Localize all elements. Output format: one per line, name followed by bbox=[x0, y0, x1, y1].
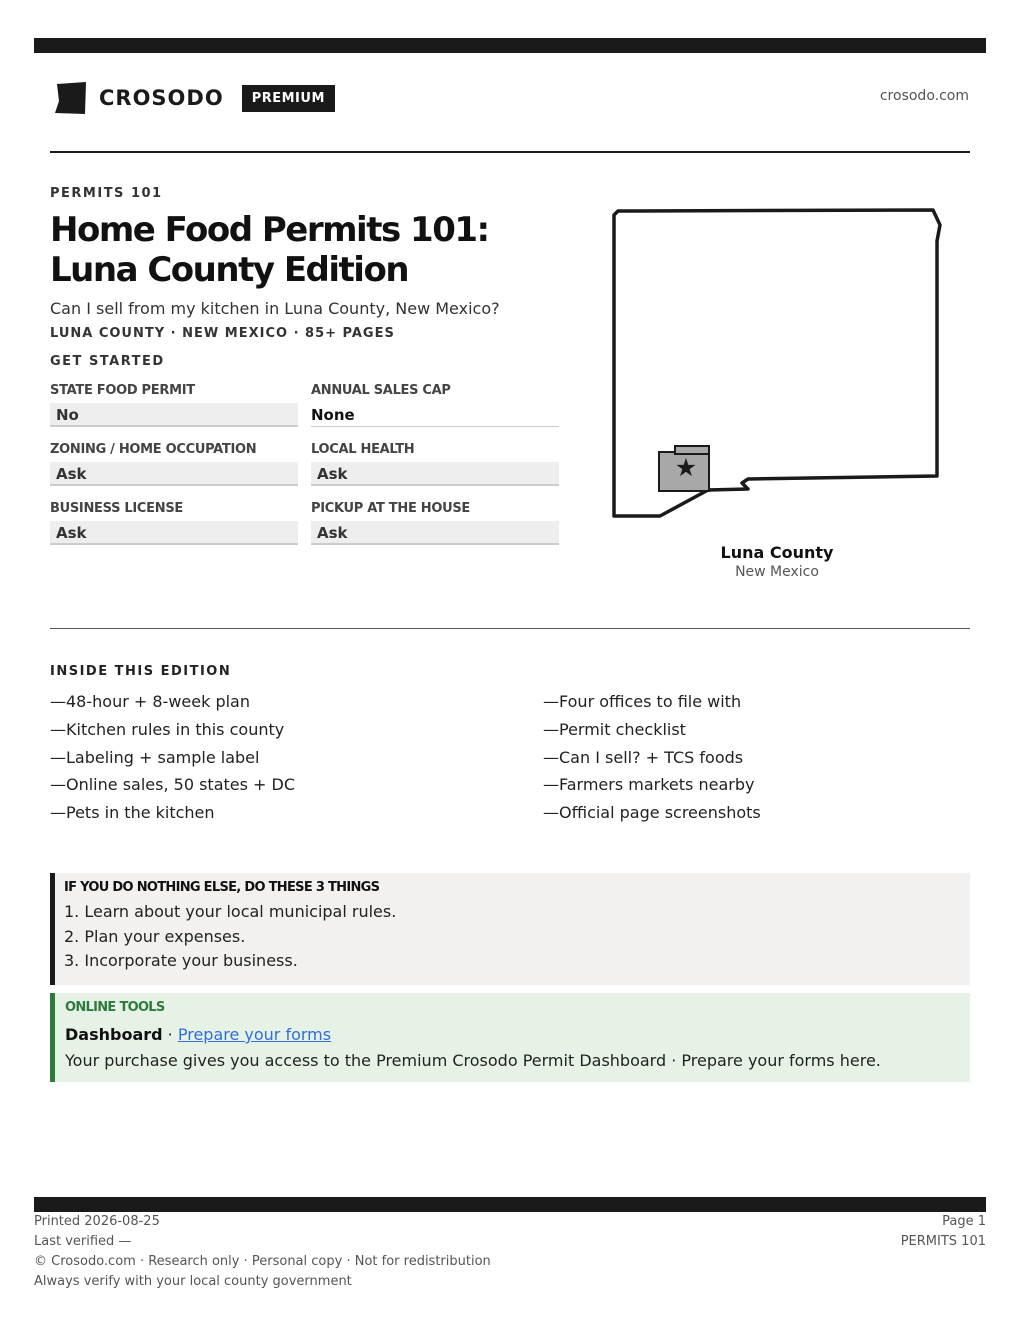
footer-bar bbox=[34, 1197, 986, 1212]
fact-pickup bbox=[311, 500, 559, 545]
separator: · bbox=[162, 1025, 178, 1044]
tools-title: ONLINE TOOLS bbox=[65, 1000, 165, 1015]
verify-note: Always verify with your local county government bbox=[34, 1274, 352, 1289]
state-name: New Mexico bbox=[735, 564, 819, 580]
last-verified: Last verified — bbox=[34, 1234, 132, 1249]
county-name: Luna County bbox=[720, 543, 834, 562]
contents-list-right bbox=[543, 691, 761, 830]
dashboard-label: Dashboard bbox=[65, 1025, 163, 1044]
star-icon: ★ bbox=[674, 453, 698, 482]
callout-item: 2. Plan your expenses. bbox=[64, 926, 246, 946]
edition-meta: LUNA COUNTY · NEW MEXICO · 85+ PAGES bbox=[50, 326, 395, 341]
fact-label: LOCAL HEALTH bbox=[311, 442, 415, 457]
fact-value: Ask bbox=[311, 521, 559, 545]
fact-label: STATE FOOD PERMIT bbox=[50, 383, 195, 398]
fact-value: Ask bbox=[311, 462, 559, 486]
header-divider bbox=[50, 151, 970, 153]
copyright: © Crosodo.com · Research only · Personal copy · Not for redistribution bbox=[34, 1254, 491, 1269]
fact-label: ANNUAL SALES CAP bbox=[311, 383, 451, 398]
site-url[interactable]: crosodo.com bbox=[879, 88, 969, 104]
three-things-callout bbox=[50, 873, 970, 985]
list-item: —Can I sell? + TCS foods bbox=[543, 747, 744, 767]
state-map bbox=[608, 203, 948, 523]
tools-description: Your purchase gives you access to the Premium Crosodo Permit Dashboard · Prepare your forms here. bbox=[65, 1051, 881, 1070]
fact-local-health bbox=[311, 441, 559, 486]
fact-label: ZONING / HOME OCCUPATION bbox=[50, 442, 257, 457]
page-subtitle: Can I sell from my kitchen in Luna County, New Mexico? bbox=[50, 299, 500, 318]
fact-label: BUSINESS LICENSE bbox=[50, 501, 183, 516]
fact-value: Ask bbox=[50, 462, 298, 486]
fact-zoning bbox=[50, 441, 298, 486]
printed-date: Printed 2026-08-25 bbox=[34, 1214, 160, 1229]
fact-value: No bbox=[50, 403, 298, 427]
callout-item: 1. Learn about your local municipal rules. bbox=[64, 902, 397, 921]
premium-badge: PREMIUM bbox=[242, 85, 335, 112]
fact-business-license bbox=[50, 500, 298, 545]
list-item: —Pets in the kitchen bbox=[50, 803, 215, 823]
brand bbox=[54, 78, 335, 118]
section-divider bbox=[50, 628, 970, 629]
new-mexico-logo-icon bbox=[54, 81, 87, 115]
callout-item: 3. Incorporate your business. bbox=[64, 951, 298, 970]
contents-list-left bbox=[50, 691, 295, 830]
footer-right bbox=[901, 1212, 986, 1252]
fact-value: Ask bbox=[50, 521, 298, 545]
inside-label: INSIDE THIS EDITION bbox=[50, 664, 232, 679]
footer-left bbox=[34, 1212, 491, 1292]
list-item: —Farmers markets nearby bbox=[543, 775, 755, 795]
prepare-forms-link[interactable]: Prepare your forms bbox=[177, 1025, 332, 1044]
top-bar bbox=[34, 38, 986, 53]
online-tools-panel bbox=[50, 993, 970, 1082]
eyebrow: PERMITS 101 bbox=[50, 186, 163, 201]
list-item: —Permit checklist bbox=[543, 719, 686, 739]
list-item: —Official page screenshots bbox=[543, 803, 761, 823]
page-number: Page 1 bbox=[942, 1214, 986, 1229]
fact-state-food-permit bbox=[50, 382, 298, 427]
get-started-label: GET STARTED bbox=[50, 354, 165, 369]
fact-label: PICKUP AT THE HOUSE bbox=[311, 501, 470, 516]
page-title: Home Food Permits 101: Luna County Edition bbox=[50, 210, 489, 290]
brand-name: CROSODO bbox=[99, 86, 224, 110]
fact-grid bbox=[50, 382, 559, 545]
callout-title: IF YOU DO NOTHING ELSE, DO THESE 3 THINGS bbox=[64, 880, 380, 895]
list-item: —Kitchen rules in this county bbox=[50, 719, 285, 739]
list-item: —48-hour + 8-week plan bbox=[50, 692, 250, 711]
fact-value: None bbox=[311, 403, 559, 427]
list-item: —Four offices to file with bbox=[543, 692, 742, 711]
fact-annual-sales-cap bbox=[311, 382, 559, 427]
footer-section: PERMITS 101 bbox=[900, 1234, 986, 1249]
list-item: —Online sales, 50 states + DC bbox=[50, 775, 296, 795]
list-item: —Labeling + sample label bbox=[50, 747, 260, 767]
tools-dashboard-line bbox=[65, 1022, 970, 1048]
